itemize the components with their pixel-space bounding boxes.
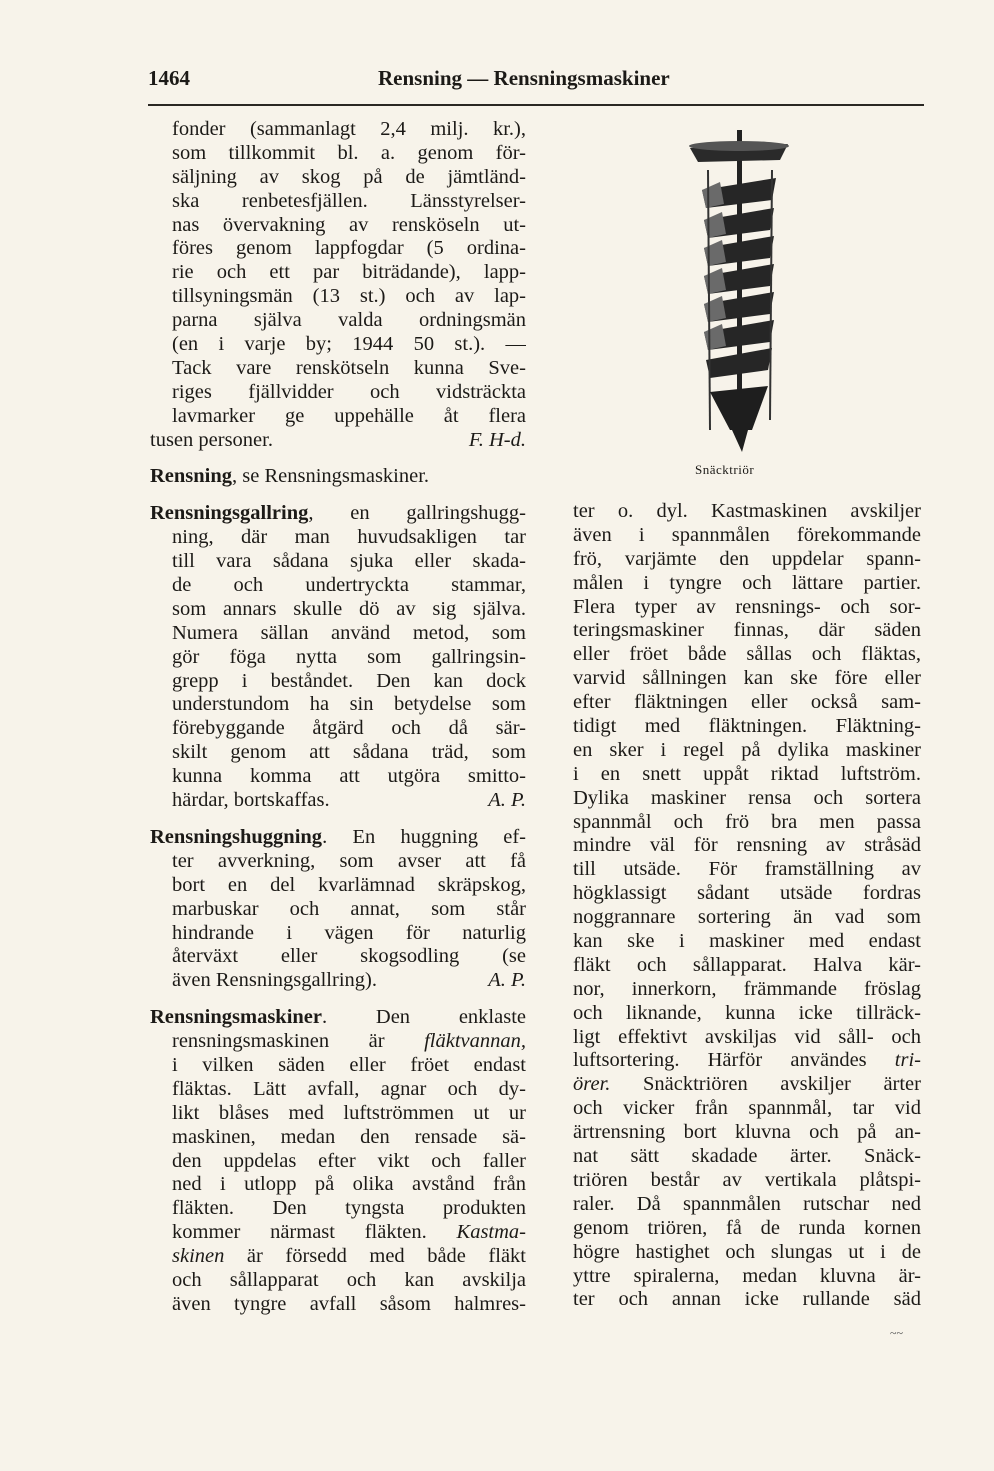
- text-line: varvid sållningen kan ske före eller: [573, 667, 921, 690]
- headword: Rensningsgallring: [150, 502, 309, 525]
- text-line: understundom ha sin betydelse som: [172, 693, 526, 716]
- text-line: till utsäde. För framställning av: [573, 858, 921, 881]
- text-line: genom triören, få de runda kornen: [573, 1216, 921, 1239]
- headword: Rensningshuggning: [150, 825, 323, 848]
- text-line: återväxt eller skogsodling (se: [172, 945, 526, 968]
- text-line: fonder (sammanlagt 2,4 milj. kr.),: [172, 118, 526, 140]
- text-line: frö, varjämte den uppdelar spann-: [573, 547, 921, 570]
- screw-trieur-illustration: [680, 130, 800, 470]
- text-line: och vicker från spannmål, tar vid: [573, 1097, 921, 1120]
- text-line: spannmål och frö bra men passa: [573, 810, 921, 833]
- text-line: ska renbetesfjällen. Länsstyrelser-: [172, 189, 526, 212]
- signature: F. H-d.: [468, 428, 526, 451]
- text-line: Tack vare renskötseln kunna Sve-: [172, 356, 526, 379]
- signature: A. P.: [488, 969, 526, 992]
- continuation-last-line: tusen personer. F. H-d.: [150, 428, 526, 451]
- text-line: lavmarker ge uppehälle åt flera: [172, 404, 526, 427]
- text-line: och sållapparat och kan avskilja: [172, 1268, 526, 1291]
- text-line: ned i utlopp på olika avstånd från: [172, 1173, 526, 1196]
- text-line: som annars skulle dö av sig själva.: [172, 597, 526, 620]
- headword: Rensningsmaskiner: [150, 1006, 323, 1029]
- text-line: till vara sådana sjuka eller skada-: [172, 550, 526, 573]
- text-line: i vilken säden eller fröet endast: [172, 1053, 526, 1076]
- text-line: skilt genom att sådana träd, som: [172, 741, 526, 764]
- text-line: raler. Då spannmålen rutschar ned: [573, 1192, 921, 1215]
- text-line: parna själva valda ordningsmän: [172, 309, 526, 332]
- text-line: ter o. dyl. Kastmaskinen avskiljer: [573, 500, 921, 522]
- text-line: grepp i beståndet. Den kan dock: [172, 669, 526, 692]
- text-line: som tillkommit bl. a. genom för-: [172, 141, 526, 164]
- text-line: marbuskar och annat, som står: [172, 897, 526, 920]
- signature: A. P.: [488, 789, 526, 812]
- text-line: nor, innerkorn, främmande fröslag: [573, 977, 921, 1000]
- text-line: förebyggande åtgärd och då sär-: [172, 717, 526, 740]
- text-line: triören består av vertikala plåtspi-: [573, 1168, 921, 1191]
- header-rule: [148, 104, 924, 106]
- continuation-text: [150, 118, 526, 429]
- text-line: kunna komma att utgöra smitto-: [172, 765, 526, 788]
- text-line: fläktas. Lätt avfall, agnar och dy-: [172, 1077, 526, 1100]
- text-line: teringsmaskiner finnas, där säden: [573, 619, 921, 642]
- text-line: tidigt med fläktningen. Fläktning-: [573, 715, 921, 738]
- text-line: gör föga nytta som gallringsin-: [172, 645, 526, 668]
- text-line: Numera sällan använd metod, som: [172, 621, 526, 644]
- text-line: högre hastighet och slungas ut i de: [573, 1240, 921, 1263]
- text-line: tillsyningsmän (13 st.) och av lap-: [172, 285, 526, 308]
- text-line: maskinen, medan den rensade sä-: [172, 1125, 526, 1148]
- text-line: även i spannmålen förekommande: [573, 523, 921, 546]
- text-line: mindre väl för rensning av stråsäd: [573, 834, 921, 857]
- entry-rensningsmaskiner: Rensningsmaskiner. Den enklaste rensningsmaskinen är fläktvannan, i vilken säden eller fröet endast fläktas. Lätt avfall, agnar och dy- likt blåses med luftströmmen ut ur maskinen, medan den rensade sä- den uppdelas efter vikt och faller ned i utlopp på olika avstånd från fläkten. Den tyngsta produkten kommer närmast fläkten. Kastma- skinen är försedd med både fläkt och sållapparat och kan avskilja även tyngre avfall såsom halmres-: [150, 1006, 526, 1315]
- text-line: ter avverkning, som avser att få: [172, 849, 526, 872]
- text-line: föres genom lappfogdar (5 ordina-: [172, 237, 526, 260]
- text-line: ligt effektivt avskiljas vid såll- och: [573, 1025, 921, 1048]
- left-column: [150, 118, 526, 1317]
- text-line: efter fläktningen eller också sam-: [573, 691, 921, 714]
- text-line: nat sätt skadade ärter. Snäck-: [573, 1145, 921, 1168]
- text-line: högklassigt sådant utsäde fordras: [573, 882, 921, 905]
- text-line: hindrande i vägen för naturlig: [172, 921, 526, 944]
- text-line: ning, där man huvudsakligen tar: [172, 526, 526, 549]
- text-line: Dylika maskiner rensa och sortera: [573, 786, 921, 809]
- text-line: noggrannare sortering än vad som: [573, 906, 921, 929]
- headword: Rensning: [150, 465, 233, 488]
- right-column: ter o. dyl. Kastmaskinen avskiljer även i spannmålen förekommande frö, varjämte den uppdelar spann- målen i tyngre och lättare partier. Flera typer av rensnings- och sor- teringsmaskiner finnas, där säden eller fröet både sållas och fläktas, varvid sållningen kan ske före eller efter fläktningen eller också sam- tidigt med fläktningen. Fläktning- en sker i regel på dylika maskiner i en snett uppåt riktad luftström. Dylika maskiner rensa och sortera spannmål och frö bra men passa mindre väl för rensning av stråsäd till utsäde. För framställning av högklassigt sådant utsäde fordras noggrannare sortering än vad som kan ske i maskiner med endast fläkt och sållapparat. Halva kär- nor, innerkorn, främmande fröslag och liknande, kunna icke tillräck- ligt effektivt avskiljas vid såll- och luftsortering. Härför användes tri- örer. Snäcktriören avskiljer ärter och vicker från spannmål, tar vid ärtrensning bort kluvna och på an- nat sätt skadade ärter. Snäck- triören består av vertikala plåtspi- raler. Då spannmålen rutschar ned genom triören, få de runda kornen högre hastighet och slungas ut i de yttre spiralerna, medan kluvna är- ter och annan icke rullande säd: [573, 500, 921, 1311]
- text-line: rie och ett par biträdande), lapp-: [172, 261, 526, 284]
- text-line: även tyngre avfall såsom halmres-: [172, 1292, 526, 1315]
- text-line: ärtrensning bort kluvna och på an-: [573, 1121, 921, 1144]
- text-line: målen i tyngre och lättare partier.: [573, 571, 921, 594]
- text-line: riges fjällvidder och vidsträckta: [172, 380, 526, 403]
- text-line: yttre spiralerna, medan kluvna är-: [573, 1264, 921, 1287]
- entry-rensningsgallring: Rensningsgallring, en gallringshugg- ning, där man huvudsakligen tar till vara sådana sjuka eller skada- de och undertryckta stammar, som annars skulle dö av sig själva. Numera sällan använd metod, som gör föga nytta som gallringsin- grepp i beståndet. Den kan dock understundom ha sin betydelse som förebyggande åtgärd och då sär- skilt genom att sådana träd, som kunna komma att utgöra smitto- härdar, bortskaffas. A. P.: [150, 502, 526, 812]
- entry-rensning: Rensning, se Rensningsmaskiner.: [150, 465, 430, 488]
- text-line: nas övervakning av rensköseln ut-: [172, 213, 526, 236]
- text-line: likt blåses med luftströmmen ut ur: [172, 1101, 526, 1124]
- entry-rensningshuggning: Rensningshuggning. En huggning ef- ter avverkning, som avser att få bort en del kvarlämnad skräpskog, marbuskar och annat, som står hindrande i vägen för naturlig återväxt eller skogsodling (se även Rensningsgallring). A. P.: [150, 825, 526, 992]
- text-line: den uppdelas efter vikt och faller: [172, 1149, 526, 1172]
- text-line: ter och annan icke rullande säd: [573, 1288, 921, 1311]
- text-line: de och undertryckta stammar,: [172, 574, 526, 597]
- text-line: kan ske i maskiner med endast: [573, 930, 921, 953]
- corner-mark: ~~: [890, 1326, 903, 1340]
- text-line: fläkt och sållapparat. Halva kär-: [573, 953, 921, 976]
- text-line: eller fröet både sållas och fläktas,: [573, 643, 921, 666]
- running-title: Rensning — Rensningsmaskiner: [378, 66, 670, 90]
- text-line: en sker i regel på dylika maskiner: [573, 738, 921, 761]
- page-number: 1464: [148, 66, 190, 90]
- text-line: i en snett uppåt riktad luftström.: [573, 762, 921, 785]
- text-line: och liknande, kunna icke tillräck-: [573, 1001, 921, 1024]
- text-line: (en i varje by; 1944 50 st.). —: [172, 333, 526, 356]
- text-line: säljning av skog på de jämtländ-: [172, 165, 526, 188]
- figure-caption: Snäcktriör: [695, 462, 755, 477]
- text-line: Flera typer av rensnings- och sor-: [573, 595, 921, 618]
- page-header: [148, 66, 924, 96]
- text-line: fläkten. Den tyngsta produkten: [172, 1197, 526, 1220]
- text-line: bort en del kvarlämnad skräpskog,: [172, 873, 526, 896]
